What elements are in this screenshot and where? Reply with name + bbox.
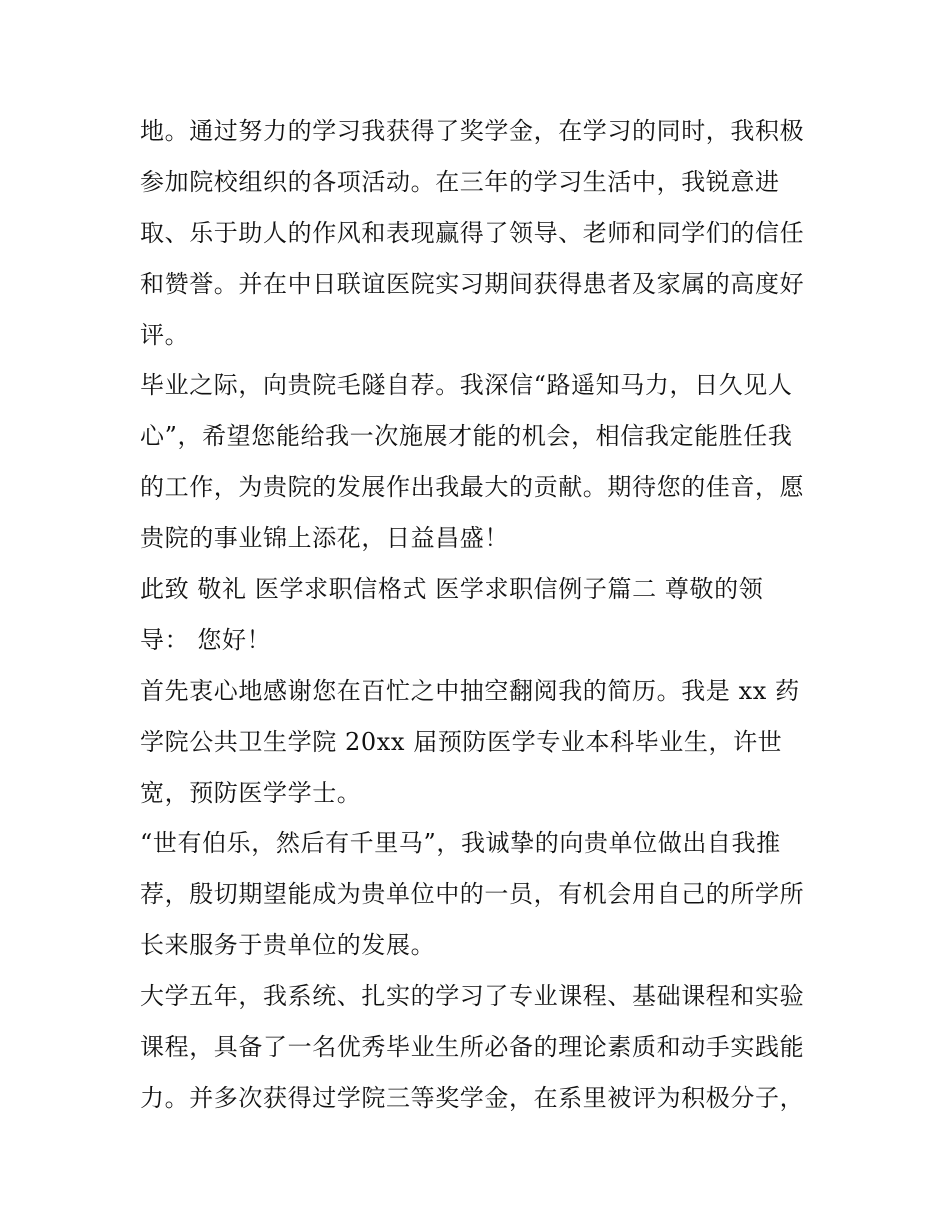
- text-line: 毕业之际，向贵院毛隧自荐。我深信“路遥知马力，日久见人: [140, 371, 793, 400]
- text-line: 荐，殷切期望能成为贵单位中的一员，有机会用自己的所学所: [140, 880, 805, 909]
- text-line: 课程，具备了一名优秀毕业生所必备的理论素质和动手实践能: [140, 1033, 805, 1062]
- text-line: 大学五年，我系统、扎实的学习了专业课程、基础课程和实验: [140, 982, 805, 1011]
- text-line: “世有伯乐，然后有千里马”，我诚挚的向贵单位做出自我推: [140, 829, 781, 858]
- text-line: 取、乐于助人的作风和表现赢得了领导、老师和同学们的信任: [140, 218, 805, 247]
- text-line: 地。通过努力的学习我获得了奖学金，在学习的同时，我积极: [140, 117, 805, 145]
- text-line: 导： 您好！: [140, 625, 272, 654]
- text-line: 心”，希望您能给我一次施展才能的机会，相信我定能胜任我: [140, 422, 793, 451]
- text-line: 评。: [140, 320, 190, 349]
- text-line: 长来服务于贵单位的发展。: [140, 931, 436, 960]
- text-line: 此致 敬礼 医学求职信格式 医学求职信例子篇二 尊敬的领: [140, 575, 764, 604]
- text-line: 和赞誉。并在中日联谊医院实习期间获得患者及家属的高度好: [140, 269, 805, 298]
- text-line: 贵院的事业锦上添花，日益昌盛！: [140, 524, 509, 553]
- text-line: 宽，预防医学学士。: [140, 778, 362, 807]
- text-line: 力。并多次获得过学院三等奖学金，在系里被评为积极分子，: [140, 1083, 805, 1112]
- text-line: 参加院校组织的各项活动。在三年的学习生活中，我锐意进: [140, 167, 780, 196]
- document-page: [140, 106, 820, 1124]
- text-line: 学院公共卫生学院 20xx 届预防医学专业本科毕业生，许世: [140, 727, 783, 756]
- text-line: 首先衷心地感谢您在百忙之中抽空翻阅我的简历。我是 xx 药: [140, 676, 800, 705]
- text-line: 的工作，为贵院的发展作出我最大的贡献。期待您的佳音，愿: [140, 473, 805, 502]
